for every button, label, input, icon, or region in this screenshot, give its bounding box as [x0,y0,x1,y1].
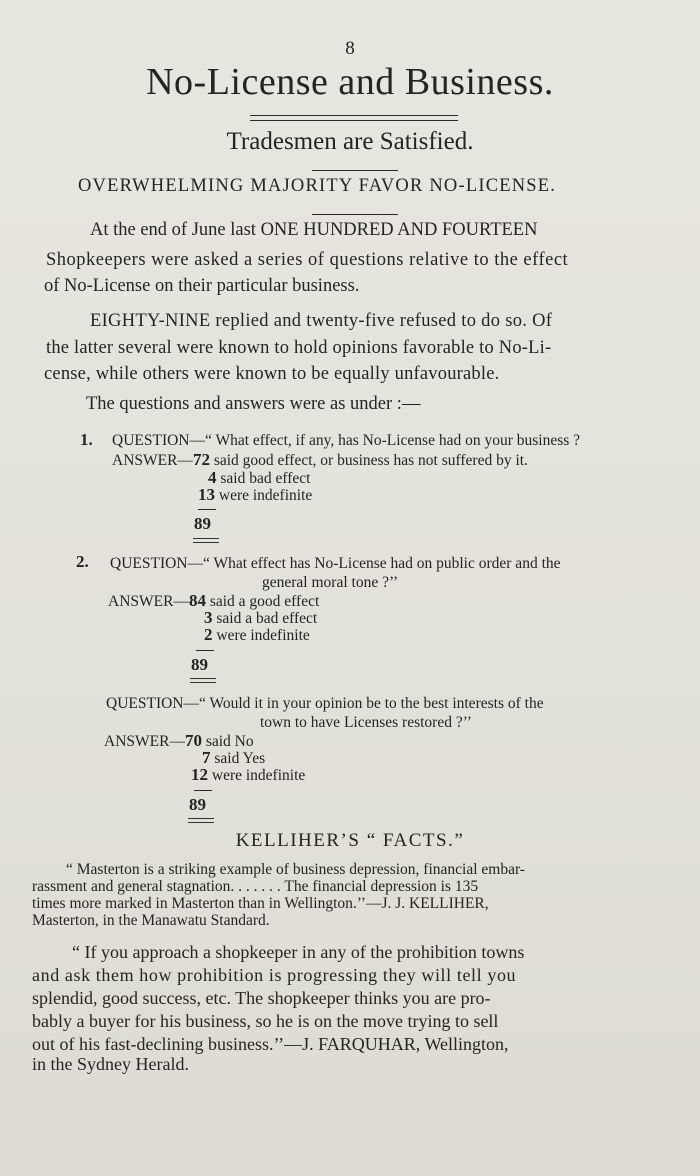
replies-line-2: the latter several were known to hold opinions favorable to No-Li- [46,338,552,358]
headline-rule [312,214,398,215]
subtitle: Tradesmen are Satisfied. [226,128,474,155]
page-title: No-License and Business. [146,61,554,103]
facts-heading: KELLIHER’S “ FACTS.” [235,830,465,851]
quote-2-line-6: in the Sydney Herald. [32,1054,189,1074]
quote-1-line-3: times more marked in Masterton than in Wellington.’’—J. J. KELLIHER, [32,895,489,912]
question-2-total: 89 [191,655,208,674]
intro-line-2: Shopkeepers were asked a series of questions relative to the effect [46,250,569,270]
question-3-sum-rule [194,790,212,791]
quote-1-line-1: “ Masterton is a striking example of business depression, financial embar- [66,861,525,878]
question-1-answer-2: 4 said bad effect [208,468,311,487]
question-3-answer-1: ANSWER—70 said No [104,731,254,750]
question-2-total-rule [190,678,216,683]
question-1-answer-3: 13 were indefinite [198,485,313,504]
question-2-sum-rule [196,650,214,651]
quote-2-line-4: bably a buyer for his business, so he is on the move trying to sell [32,1011,499,1031]
question-2-text-line-2: general moral tone ?’’ [262,574,399,591]
question-2-answer-3: 2 were indefinite [204,625,310,644]
quote-2-line-3: splendid, good success, etc. The shopkeeper thinks you are pro- [32,988,491,1008]
question-3-total-rule [188,818,214,823]
question-1-answer-1: ANSWER—72 said good effect, or business has not suffered by it. [112,450,528,469]
question-1-sum-rule [198,509,216,510]
title-rule-top [250,115,458,116]
title-rule-bottom [250,120,458,121]
subtitle-rule [312,170,398,171]
question-3-answer-3: 12 were indefinite [191,765,306,784]
question-1-total: 89 [194,514,211,533]
intro-line-1: At the end of June last ONE HUNDRED AND FOURTEEN [90,220,538,240]
page-number: 8 [345,38,355,59]
quote-2-line-1: “ If you approach a shopkeeper in any of the prohibition towns [72,942,525,962]
intro-line-3: of No-License on their particular business. [44,276,360,296]
question-2-text-line-1: QUESTION—“ What effect has No-License had on public order and the [110,555,561,572]
question-3-total: 89 [189,795,206,814]
question-3-text-line-1: QUESTION—“ Would it in your opinion be to the best interests of the [106,695,544,712]
question-1-total-rule [193,538,219,543]
question-2-answer-1: ANSWER—84 said a good effect [108,591,320,610]
headline: OVERWHELMING MAJORITY FAVOR NO-LICENSE. [78,176,557,196]
question-3-text-line-2: town to have Licenses restored ?’’ [260,714,472,731]
question-3-answer-2: 7 said Yes [202,748,266,767]
quote-1-line-2: rassment and general stagnation. . . . . . . The financial depression is 135 [32,878,479,895]
replies-line-1: EIGHTY-NINE replied and twenty-five refused to do so. Of [90,311,553,331]
questions-intro: The questions and answers were as under :— [86,394,421,414]
question-1-number: 1. [80,430,93,449]
question-1-text: QUESTION—“ What effect, if any, has No-License had on your business ? [112,432,581,449]
quote-2-line-2: and ask them how prohibition is progressing they will tell you [32,965,517,985]
question-2-answer-2: 3 said a bad effect [204,608,318,627]
quote-2-line-5: out of his fast-declining business.’’—J. FARQUHAR, Wellington, [32,1034,509,1054]
replies-line-3: cense, while others were known to be equally unfavourable. [44,364,500,384]
quote-1-line-4: Masterton, in the Manawatu Standard. [32,912,270,929]
question-2-number: 2. [76,552,89,571]
